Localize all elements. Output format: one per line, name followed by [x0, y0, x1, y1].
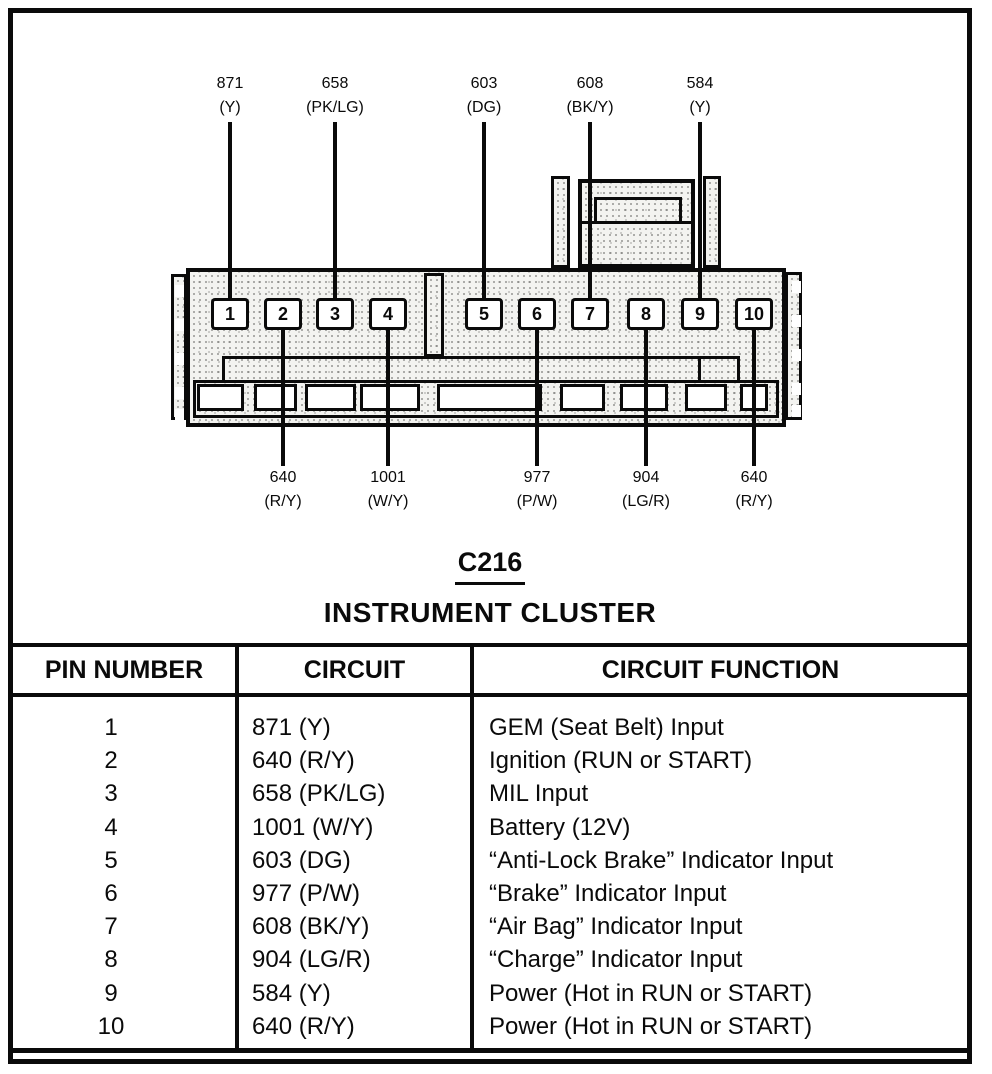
circuit-function-cell: “Anti-Lock Brake” Indicator Input — [489, 846, 834, 874]
wire-label-bottom — [586, 466, 706, 514]
circuit-cell: 608 (BK/Y) — [252, 913, 370, 941]
pin-number-cell: 2 — [104, 747, 118, 775]
circuit-cell: 640 (R/Y) — [252, 1012, 355, 1040]
pin-number-cell: 10 — [97, 1012, 125, 1040]
shelf-line — [222, 356, 740, 359]
wire-circuit-number: 904 — [632, 469, 660, 486]
connector-left-rail — [171, 274, 187, 420]
circuit-cell: 1001 (W/Y) — [252, 813, 374, 841]
wire-color-code: (PK/LG) — [306, 99, 364, 116]
rail-notch — [792, 315, 801, 327]
col-header-pin-number: PIN NUMBER — [13, 647, 235, 697]
wire-top — [333, 122, 337, 300]
wire-circuit-number: 658 — [321, 75, 349, 92]
pin-box: 7 — [571, 298, 609, 330]
wire-label-bottom — [477, 466, 597, 514]
wire-circuit-number: 584 — [686, 75, 714, 92]
circuit-cell: 603 (DG) — [252, 846, 351, 874]
wire-label-top — [424, 72, 544, 120]
wire-label-bottom — [223, 466, 343, 514]
circuit-function-cell: Battery (12V) — [489, 813, 631, 841]
wire-color-code: (R/Y) — [264, 493, 302, 510]
circuit-function-cell: Power (Hot in RUN or START) — [489, 979, 813, 1007]
wire-color-code: (BK/Y) — [566, 99, 614, 116]
pinout-table — [8, 643, 972, 1053]
pin-box: 3 — [316, 298, 354, 330]
connector-name: INSTRUMENT CLUSTER — [323, 597, 657, 628]
rail-notch — [175, 353, 184, 365]
rail-notch — [175, 409, 184, 421]
latch-bar-left — [551, 176, 570, 268]
wire-bottom — [281, 330, 285, 466]
terminal-slot — [560, 384, 605, 411]
rail-notch — [792, 281, 801, 293]
shelf-drop-right — [737, 356, 740, 382]
wire-bottom — [752, 330, 756, 466]
terminal-slot — [360, 384, 420, 411]
wire-circuit-number: 640 — [740, 469, 768, 486]
connector-right-rail — [785, 272, 802, 420]
col-header-circuit: CIRCUIT — [235, 647, 470, 697]
wire-label-top — [170, 72, 290, 120]
circuit-cell: 977 (P/W) — [252, 880, 361, 908]
wire-top — [588, 122, 592, 300]
pin-box: 8 — [627, 298, 665, 330]
wire-top — [698, 122, 702, 300]
pin-number-cell: 6 — [104, 880, 118, 908]
wire-label-bottom — [328, 466, 448, 514]
circuit-function-cell: “Charge” Indicator Input — [489, 946, 743, 974]
wire-bottom — [535, 330, 539, 466]
wire-circuit-number: 640 — [269, 469, 297, 486]
rail-notch — [792, 405, 801, 417]
wire-color-code: (W/Y) — [367, 493, 409, 510]
connector-id-text: C216 — [455, 547, 526, 585]
circuit-function-cell: “Brake” Indicator Input — [489, 880, 727, 908]
rail-notch — [175, 387, 184, 399]
pin-number-column — [13, 697, 235, 1048]
circuit-cell: 640 (R/Y) — [252, 747, 355, 775]
circuit-function-cell: Ignition (RUN or START) — [489, 747, 753, 775]
pin-number-cell: 9 — [104, 979, 118, 1007]
pin-number-cell: 7 — [104, 913, 118, 941]
wire-circuit-number: 608 — [576, 75, 604, 92]
pin-box: 10 — [735, 298, 773, 330]
wire-color-code: (R/Y) — [735, 493, 773, 510]
circuit-cell: 658 (PK/LG) — [252, 780, 386, 808]
pin-box: 6 — [518, 298, 556, 330]
wire-bottom — [386, 330, 390, 466]
latch-bar-right — [703, 176, 721, 268]
terminal-slot — [197, 384, 244, 411]
wire-color-code: (LG/R) — [622, 493, 670, 510]
wire-circuit-number: 977 — [523, 469, 551, 486]
pin-number-cell: 3 — [104, 780, 118, 808]
circuit-function-cell: Power (Hot in RUN or START) — [489, 1012, 813, 1040]
wire-label-top — [530, 72, 650, 120]
wire-label-bottom — [694, 466, 814, 514]
shelf-drop-mid — [698, 356, 701, 382]
col-header-circuit-function: CIRCUIT FUNCTION — [470, 647, 967, 697]
circuit-cell: 871 (Y) — [252, 714, 331, 741]
polarizing-key — [424, 273, 444, 357]
pin-number-cell: 4 — [104, 813, 118, 841]
pin-box: 2 — [264, 298, 302, 330]
wire-color-code: (P/W) — [516, 493, 558, 510]
pin-number-cell: 1 — [104, 714, 118, 741]
connector-id — [8, 547, 972, 585]
wire-top — [482, 122, 486, 300]
latch-inner-window — [594, 197, 682, 224]
circuit-function-cell: “Air Bag” Indicator Input — [489, 913, 743, 941]
wire-circuit-number: 871 — [216, 75, 244, 92]
circuit-cell: 584 (Y) — [252, 979, 331, 1007]
terminal-slot — [305, 384, 356, 411]
wire-label-top — [275, 72, 395, 120]
wire-color-code: (Y) — [219, 99, 241, 116]
pin-box: 5 — [465, 298, 503, 330]
pin-number-cell: 5 — [104, 846, 118, 874]
wire-circuit-number: 603 — [470, 75, 498, 92]
latch-crossbar — [578, 221, 695, 224]
pin-box: 4 — [369, 298, 407, 330]
rail-notch — [175, 285, 184, 297]
rail-notch — [792, 383, 801, 395]
shelf-drop-left — [222, 356, 225, 382]
wire-circuit-number: 1001 — [370, 469, 406, 486]
circuit-column — [235, 697, 470, 1048]
terminal-slot — [437, 384, 542, 411]
wire-color-code: (Y) — [689, 99, 711, 116]
pin-box: 1 — [211, 298, 249, 330]
wire-color-code: (DG) — [466, 99, 502, 116]
rail-notch — [792, 349, 801, 361]
pin-box: 9 — [681, 298, 719, 330]
terminal-slot — [254, 384, 297, 411]
wire-top — [228, 122, 232, 300]
wire-label-top — [640, 72, 760, 120]
pin-number-cell: 8 — [104, 946, 118, 974]
circuit-function-column — [470, 697, 967, 1048]
circuit-function-cell: MIL Input — [489, 780, 589, 808]
circuit-cell: 904 (LG/R) — [252, 946, 371, 974]
wire-bottom — [644, 330, 648, 466]
rail-notch — [175, 319, 184, 331]
terminal-slot — [685, 384, 727, 411]
circuit-function-cell: GEM (Seat Belt) Input — [489, 714, 724, 741]
